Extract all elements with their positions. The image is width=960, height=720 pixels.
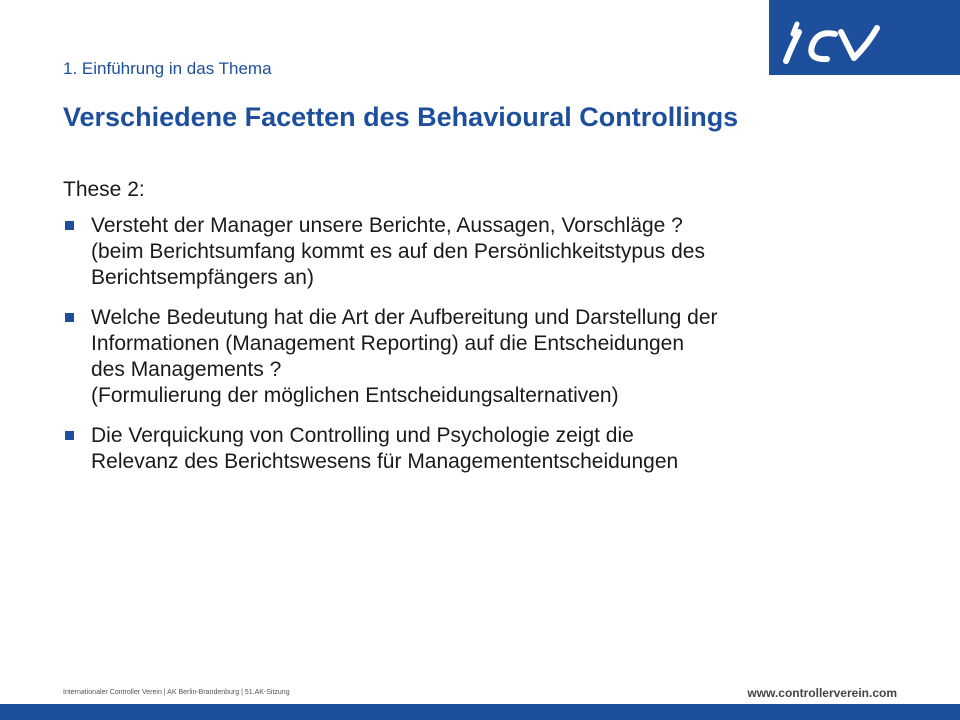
square-bullet-icon bbox=[65, 431, 74, 440]
bullet-line: Versteht der Manager unsere Berichte, Aussagen, Vorschläge ? bbox=[91, 214, 683, 237]
bullet-list bbox=[63, 213, 923, 475]
section-label: 1. Einführung in das Thema bbox=[63, 59, 272, 78]
bullet-item bbox=[63, 305, 923, 409]
thesis-heading: These 2: bbox=[63, 178, 145, 201]
bullet-line: Berichtsempfängers an) bbox=[91, 266, 314, 289]
footer-bar bbox=[0, 704, 960, 720]
square-bullet-icon bbox=[65, 221, 74, 230]
icv-logo bbox=[769, 0, 960, 75]
footer-text: Internationaler Controller Verein | AK Berlin-Brandenburg | 51.AK-Sitzung bbox=[63, 689, 290, 696]
slide-title: Verschiedene Facetten des Behavioural Controllings bbox=[63, 102, 739, 132]
bullet-line: Informationen (Management Reporting) auf die Entscheidungen bbox=[91, 332, 685, 355]
square-bullet-icon bbox=[65, 313, 74, 322]
bullet-item bbox=[63, 423, 923, 475]
bullet-item bbox=[63, 213, 923, 291]
bullet-line: (beim Berichtsumfang kommt es auf den Persönlichkeitstypus des bbox=[91, 240, 705, 263]
bullet-line: Relevanz des Berichtswesens für Managemententscheidungen bbox=[91, 450, 679, 473]
bullet-line: Die Verquickung von Controlling und Psychologie zeigt die bbox=[91, 424, 634, 447]
bullet-line: des Managements ? bbox=[91, 358, 282, 381]
bullet-line: (Formulierung der möglichen Entscheidungsalternativen) bbox=[91, 384, 619, 407]
slide-body bbox=[63, 177, 923, 489]
bullet-line: Welche Bedeutung hat die Art der Aufbereitung und Darstellung der bbox=[91, 306, 718, 329]
footer-url: www.controllerverein.com bbox=[747, 686, 897, 700]
